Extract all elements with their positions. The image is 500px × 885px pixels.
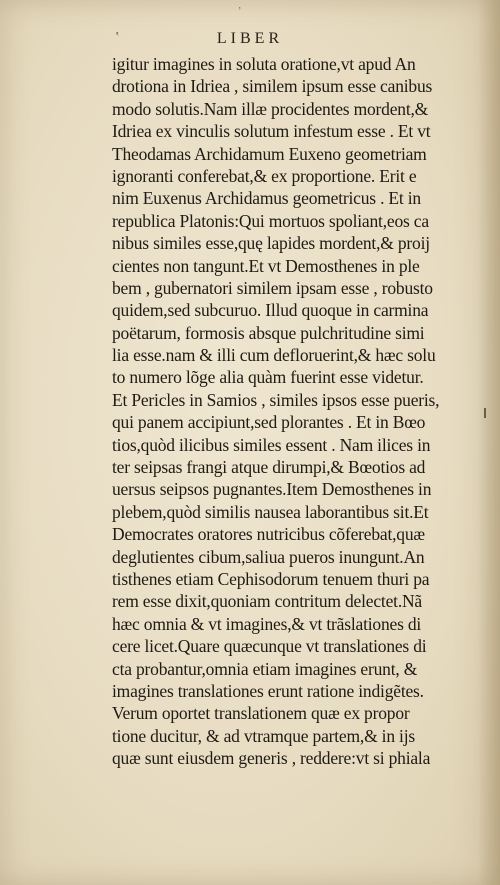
text-line: uersus seipsos pugnantes.Item Demosthenes in: [112, 479, 432, 500]
page-edge-shadow: [478, 0, 500, 885]
text-line: Et Pericles in Samios , similes ipsos esse pueris,: [112, 389, 440, 410]
text-line: cientes non tangunt.Et vt Demosthenes in ple: [112, 255, 420, 276]
text-line: imagines translationes erunt ratione indigẽtes.: [112, 680, 424, 701]
text-line: rem esse dixit,quoniam contritum delectet.Nã: [112, 591, 422, 612]
text-line: tisthenes etiam Cephisodorum tenuem thuri pa: [112, 568, 430, 589]
text-line: cta probantur,omnia etiam imagines erunt, &: [112, 658, 418, 679]
text-line: quæ sunt eiusdem generis , reddere:vt si phiala: [112, 748, 431, 769]
text-line: Democrates oratores nutricibus cõferebat,quæ: [112, 524, 425, 545]
text-line: ter seipsas frangi atque dirumpi,& Bœotios ad: [112, 457, 426, 478]
edge-tick-mark: [484, 408, 486, 418]
text-line: bem , gubernatori similem ipsam esse , robusto: [112, 277, 433, 298]
text-line: Idriea ex vinculis solutum infestum esse . Et vt: [112, 121, 431, 142]
text-line: tios,quòd ilicibus similes essent . Nam ilices in: [112, 434, 431, 455]
text-line: tione ducitur, & ad vtramque partem,& in ijs: [112, 725, 415, 746]
text-line: Theodamas Archidamum Euxeno geometriam: [112, 143, 427, 164]
text-block: [112, 53, 470, 770]
text-line: hæc omnia & vt imagines,& vt trãslationes di: [112, 613, 422, 634]
text-line: cere licet.Quare quæcunque vt translationes di: [112, 636, 427, 657]
text-line: deglutientes cibum,saliua pueros inungunt.An: [112, 546, 425, 567]
text-line: republica Platonis:Qui mortuos spoliant,eos ca: [112, 210, 429, 231]
running-head: LIBER: [216, 30, 284, 47]
text-line: poëtarum, formosis absque pulchritudine simi: [112, 322, 425, 343]
text-line: igitur imagines in soluta oratione,vt apud An: [112, 54, 416, 74]
text-line: nim Euxenus Archidamus geometricus . Et in: [112, 188, 421, 209]
text-line: plebem,quòd similis nausea laborantibus sit.Et: [112, 501, 429, 522]
text-line: quidem,sed subcuruo. Illud quoque in carmina: [112, 300, 429, 321]
text-line: Verum oportet translationem quæ ex propor: [112, 703, 410, 724]
text-line: lia esse.nam & illi cum defloruerint,& hæc solu: [112, 345, 436, 366]
text-line: ignoranti conferebat,& ex proportione. Erit e: [112, 165, 417, 186]
corner-mark: ʽ: [115, 30, 120, 45]
text-line: modo solutis.Nam illæ procidentes mordent,&: [112, 98, 429, 119]
top-mark: ʼ: [238, 6, 242, 17]
text-line: nibus similes esse,quę lapides mordent,& proij: [112, 233, 430, 254]
text-line: drotiona in Idriea , similem ipsum esse canibus: [112, 76, 433, 97]
text-line: to numero lõge alia quàm fuerint esse videtur.: [112, 367, 424, 388]
text-line: qui panem accipiunt,sed plorantes . Et in Bœo: [112, 412, 426, 433]
